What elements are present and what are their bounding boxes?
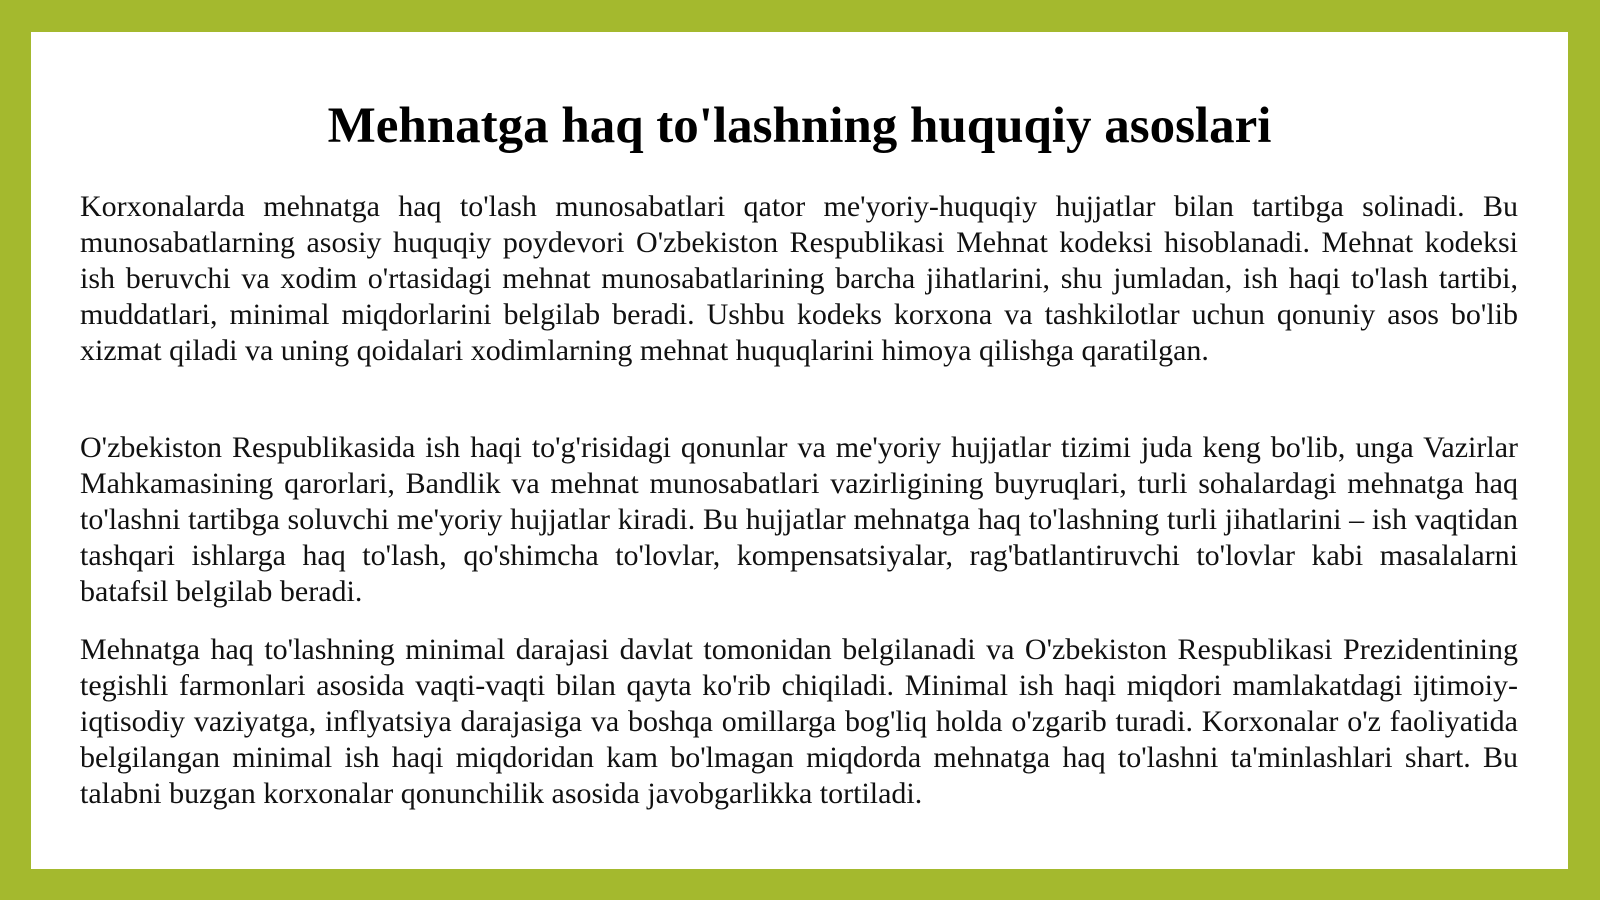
slide-title: Mehnatga haq to'lashning huquqiy asoslari: [327, 98, 1272, 154]
paragraph-legal-basis: Korxonalarda mehnatga haq to'lash munosabatlari qator me'yoriy-huquqiy hujjatlar bilan tartibga solinadi. Bu munosabatlarning asosiy huquqiy poydevori O'zbekiston Respublikasi Mehnat kodeksi hisoblanadi. Mehnat kodeksi ish beruvchi va xodim o'rtasidagi mehnat munosabatlarining barcha jihatlarini, shu jumladan, ish haqi to'lash tartibi, muddatlari, minimal miqdorlarini belgilab beradi. Ushbu kodeks korxona va tashkilotlar uchun qonuniy asos bo'lib xizmat qiladi va uning qoidalari xodimlarning mehnat huquqlarini himoya qilishga qaratilgan.: [80, 190, 1518, 367]
paragraph-regulatory-system: O'zbekiston Respublikasida ish haqi to'g'risidagi qonunlar va me'yoriy hujjatlar tizimi juda keng bo'lib, unga Vazirlar Mahkamasining qarorlari, Bandlik va mehnat munosabatlari vazirligining buyruqlari, turli sohalardagi mehnatga haq to'lashni tartibga soluvchi me'yoriy hujjatlar kiradi. Bu hujjatlar mehnatga haq to'lashning turli jihatlarini – ish vaqtidan tashqari ishlarga haq to'lash, qo'shimcha to'lovlar, kompensatsiyalar, rag'batlantiruvchi to'lovlar kabi masalalarni batafsil belgilab beradi.: [80, 431, 1518, 608]
paragraph-minimum-wage: Mehnatga haq to'lashning minimal darajasi davlat tomonidan belgilanadi va O'zbekiston Respublikasi Prezidentining tegishli farmonlari asosida vaqti-vaqti bilan qayta ko'rib chiqiladi. Minimal ish haqi miqdori mamlakatdagi ijtimoiy-iqtisodiy vaziyatga, inflyatsiya darajasiga va boshqa omillarga bog'liq holda o'zgarib turadi. Korxonalar o'z faoliyatida belgilangan minimal ish haqi miqdoridan kam bo'lmagan miqdorda mehnatga haq to'lashni ta'minlashlari shart. Bu talabni buzgan korxonalar qonunchilik asosida javobgarlikka tortiladi.: [80, 633, 1518, 810]
slide-content: [31, 32, 1568, 869]
